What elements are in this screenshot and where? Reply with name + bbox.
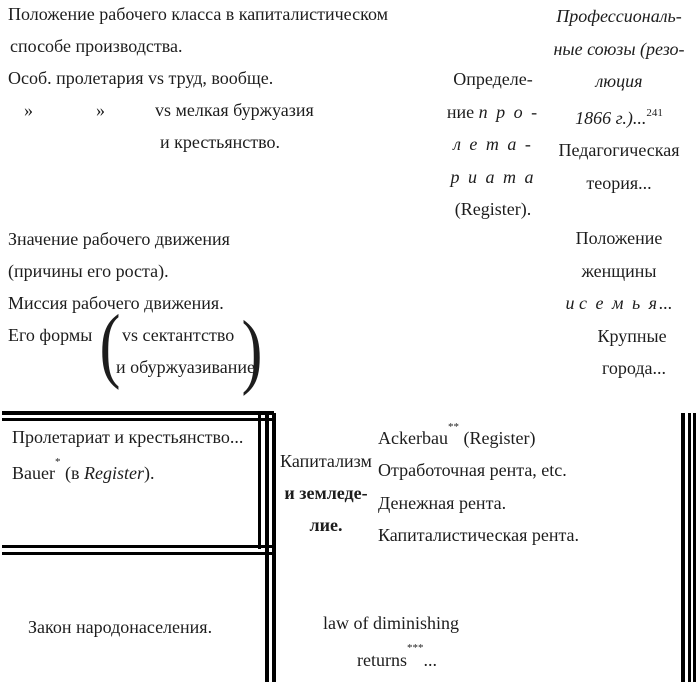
definition-line4: р и а т а: [450, 166, 536, 187]
ackerbau-register-ref: (Register): [458, 428, 536, 448]
money-rent-line: Денежная рента.: [378, 492, 507, 513]
women-family-column: [540, 222, 698, 385]
vs-sectarianism-line: vs сектантство: [122, 325, 235, 345]
definition-line2-plain: ние: [446, 101, 479, 122]
open-parenthesis-glyph: (: [99, 298, 121, 391]
bauer-mid-text: (в: [60, 463, 84, 483]
vs-petty-bourgeoisie-line: vs мелкая буржуазия: [155, 100, 314, 120]
rent-forms-cell: [378, 418, 579, 551]
capitalist-rent-line: Капиталистическая рента.: [378, 524, 580, 545]
definition-line2: [437, 96, 549, 129]
agriculture-line2: лие.: [309, 515, 343, 535]
trade-unions-line3: люция: [595, 71, 643, 91]
trade-unions-line1: Профессиональ-: [556, 6, 682, 26]
capitalism-agriculture-cell: [277, 445, 375, 541]
movement-mission-line: Миссия рабочего движения.: [8, 293, 224, 313]
diminishing-returns-line2: [357, 642, 437, 671]
movement-forms-label: Его формы: [8, 325, 93, 345]
trade-unions-line2: ные союзы (резо-: [553, 38, 685, 59]
box-right-border-rule: [258, 415, 261, 549]
population-law-line: Закон народонаселения.: [28, 617, 213, 637]
and-family-plain: и: [565, 293, 579, 313]
movement-growth-causes-line: (причины его роста).: [8, 261, 169, 281]
labour-rent-line: Отработочная рента, etc.: [378, 460, 567, 481]
diminishing-returns-line1: law of diminishing: [323, 613, 459, 633]
pedagogical-theory-line1: Педагогическая: [558, 140, 680, 160]
ackerbau-name: Ackerbau: [378, 428, 448, 448]
definition-line2-spaced: п р о -: [478, 101, 540, 122]
and-family-ellipsis: ...: [659, 293, 673, 313]
bauer-reference-line: [12, 458, 154, 484]
agriculture-line1: и земледе-: [284, 483, 368, 503]
right-edge-rule-1: [681, 413, 685, 682]
working-class-position-line1: Положение рабочего класса в капиталистическом: [8, 4, 388, 24]
ditto-mark-2: »: [96, 100, 105, 120]
trade-unions-column: [540, 0, 698, 199]
register-italic: Register: [83, 463, 144, 483]
proletariat-peasantry-line: Пролетариат и крестьянство...: [12, 427, 244, 447]
definition-of-proletariat-column: [437, 63, 549, 226]
definition-line1: Определе-: [453, 69, 533, 89]
close-parenthesis-glyph: ): [241, 304, 263, 397]
footnote-triple-asterisk: ***: [406, 642, 424, 654]
proletariat-vs-labour-line: Особ. пролетария vs труд, вообще.: [8, 68, 274, 88]
bauer-name: Bauer: [12, 463, 55, 483]
resolution-1866-text: 1866 г.)...: [575, 107, 647, 128]
bauer-tail-text: ).: [143, 463, 155, 483]
middle-double-rule: [265, 413, 276, 682]
definition-register-ref: (Register).: [454, 199, 532, 219]
embourgeoisement-line: и обуржуазивание: [116, 357, 256, 377]
returns-ellipsis: ...: [423, 650, 437, 670]
women-position-line1: Положение: [575, 228, 663, 248]
right-edge-rule-3: [693, 413, 696, 682]
footnote-asterisk: *: [54, 456, 61, 468]
big-cities-line1: Крупные: [597, 325, 667, 346]
working-class-position-line2: способе производства.: [10, 36, 183, 56]
ackerbau-line: [378, 418, 579, 454]
trade-unions-line4: [540, 98, 698, 135]
right-edge-rule-2: [688, 413, 691, 682]
movement-significance-line: Значение рабочего движения: [8, 229, 230, 249]
and-family-spaced: с е м ь я: [578, 293, 660, 313]
footnote-double-asterisk: **: [447, 421, 459, 433]
ditto-mark-1: »: [24, 100, 33, 120]
definition-line3: л е т а -: [453, 134, 533, 154]
endnote-241: 241: [646, 106, 663, 119]
and-family-line: [540, 287, 698, 320]
box-top-double-rule: [2, 411, 274, 421]
capitalism-line: Капитализм: [280, 451, 372, 471]
returns-word: returns: [357, 650, 407, 670]
big-cities-line2: города...: [601, 358, 667, 378]
and-peasantry-line: и крестьянство.: [160, 132, 281, 152]
women-position-line2: женщины: [581, 260, 657, 281]
box-bottom-double-rule: [2, 545, 274, 555]
pedagogical-theory-line2: теория...: [586, 172, 652, 193]
